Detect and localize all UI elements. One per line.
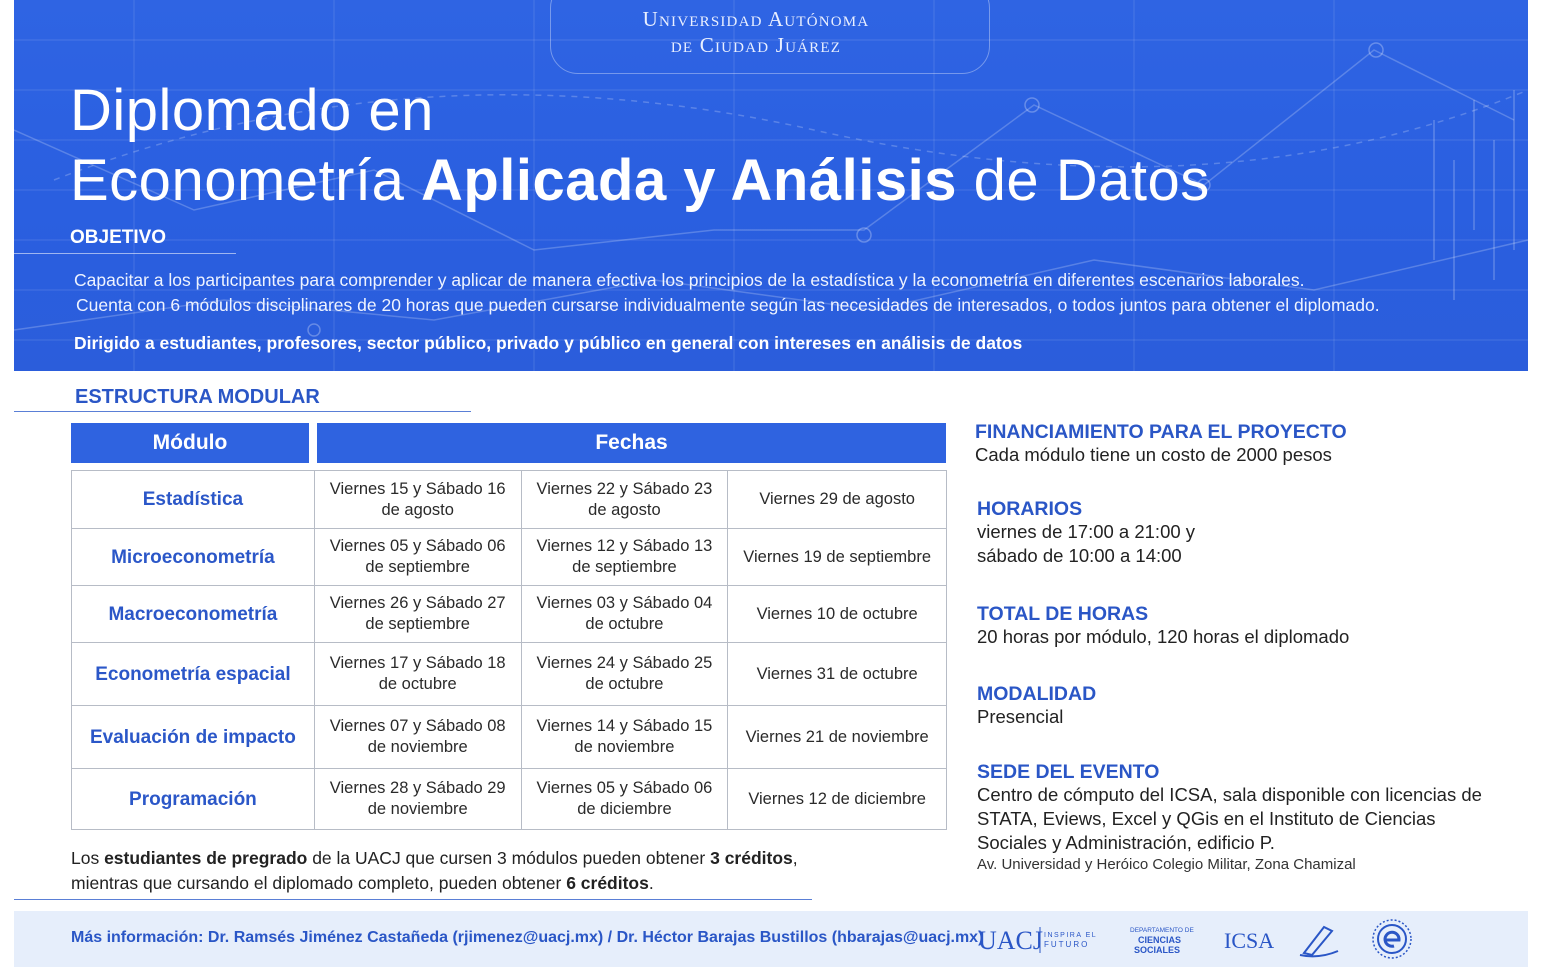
objetivo-text	[74, 268, 1494, 318]
credits-text: Los	[71, 848, 105, 868]
footer	[14, 911, 1528, 967]
date-cell: Viernes 07 y Sábado 08 de noviembre	[314, 706, 521, 769]
sede-line-1: Centro de cómputo del ICSA, sala disponible con licencias de	[977, 784, 1482, 805]
column-header-dates: Fechas	[317, 423, 946, 463]
date-cell: Viernes 14 y Sábado 15 de noviembre	[521, 706, 728, 769]
horarios-line-1: viernes de 17:00 a 21:00 y	[977, 521, 1196, 542]
dept-logo-line-3: SOCIALES	[1134, 945, 1181, 955]
table-row	[72, 706, 947, 769]
horarios-heading: HORARIOS	[977, 498, 1083, 520]
credits-text: .	[648, 873, 654, 893]
module-name: Evaluación de impacto	[72, 706, 315, 769]
module-name: Microeconometría	[72, 529, 315, 586]
title-bold: Aplicada y Análisis	[420, 148, 957, 213]
title-line-1: Diplomado en	[70, 78, 434, 143]
credits-bold: 3 créditos	[710, 848, 793, 868]
e-emblem-icon	[1373, 920, 1411, 958]
financiamiento-text: Cada módulo tiene un costo de 2000 pesos	[975, 444, 1332, 465]
date-cell: Viernes 21 de noviembre	[728, 706, 947, 769]
university-name	[536, 6, 976, 58]
date-cell: Viernes 05 y Sábado 06 de septiembre	[314, 529, 521, 586]
date-cell: Viernes 10 de octubre	[728, 586, 947, 643]
page-title	[70, 76, 1210, 216]
date-cell: Viernes 26 y Sábado 27 de septiembre	[314, 586, 521, 643]
credits-bold: 6 créditos	[566, 873, 649, 893]
credits-divider	[14, 899, 812, 900]
sede-heading: SEDE DEL EVENTO	[977, 761, 1160, 783]
horas-text: 20 horas por módulo, 120 horas el diplomado	[977, 626, 1350, 647]
uacj-tagline-2: FUTURO	[1044, 940, 1090, 949]
credits-bold: estudiantes de pregrado	[104, 848, 308, 868]
horas-heading: TOTAL DE HORAS	[977, 603, 1149, 625]
date-cell: Viernes 12 y Sábado 13 de septiembre	[521, 529, 728, 586]
contact-info: Más información: Dr. Ramsés Jiménez Castañeda (rjimenez@uacj.mx) / Dr. Héctor Barajas Bustillos (hbarajas@uacj.mx)	[71, 929, 984, 946]
title-light-2: de Datos	[956, 148, 1210, 213]
estructura-divider	[14, 411, 471, 412]
title-light-1: Econometría	[70, 148, 421, 213]
title-line-2	[70, 146, 1210, 216]
table-row	[72, 586, 947, 643]
date-cell: Viernes 22 y Sábado 23 de agosto	[521, 471, 728, 529]
dept-logo-line-1: DEPARTAMENTO DE	[1130, 927, 1194, 934]
sede-line-2: STATA, Eviews, Excel y QGis en el Instituto de Ciencias	[977, 808, 1436, 829]
date-cell: Viernes 28 y Sábado 29 de noviembre	[314, 769, 521, 830]
financiamiento-section	[975, 421, 1515, 467]
objetivo-line-1: Capacitar a los participantes para comprender y aplicar de manera efectiva los principios de la estadística y la econometría en diferentes escenarios laborales.	[74, 270, 1305, 290]
date-cell: Viernes 19 de septiembre	[728, 529, 947, 586]
estructura-heading: ESTRUCTURA MODULAR	[75, 386, 320, 408]
institution-logos	[974, 915, 1434, 963]
horarios-section	[977, 498, 1517, 568]
icsa-logo: ICSA	[1224, 928, 1275, 953]
date-cell: Viernes 31 de octubre	[728, 643, 947, 706]
credits-line-1	[71, 846, 851, 871]
date-cell: Viernes 17 y Sábado 18 de octubre	[314, 643, 521, 706]
dept-logo-line-2: CIENCIAS	[1138, 935, 1182, 945]
date-cell: Viernes 12 de diciembre	[728, 769, 947, 830]
table-row	[72, 471, 947, 529]
horas-section	[977, 603, 1517, 649]
date-cell: Viernes 05 y Sábado 06 de diciembre	[521, 769, 728, 830]
objetivo-heading: OBJETIVO	[70, 227, 167, 248]
table-row	[72, 769, 947, 830]
date-cell: Viernes 24 y Sábado 25 de octubre	[521, 643, 728, 706]
modalidad-section	[977, 683, 1517, 729]
objetivo-divider	[0, 253, 236, 254]
sede-section	[977, 761, 1517, 874]
credits-text: mientras que cursando el diplomado completo, pueden obtener	[71, 873, 567, 893]
column-header-module: Módulo	[71, 423, 309, 463]
credits-text: ,	[792, 848, 798, 868]
sede-line-3: Sociales y Administración, edificio P.	[977, 832, 1275, 853]
uacj-logo	[978, 926, 1097, 955]
date-cell: Viernes 03 y Sábado 04 de octubre	[521, 586, 728, 643]
credits-line-2	[71, 871, 851, 896]
credits-text: de la UACJ que cursen 3 módulos pueden obtener	[307, 848, 711, 868]
financiamiento-heading: FINANCIAMIENTO PARA EL PROYECTO	[975, 421, 1347, 443]
modalidad-heading: MODALIDAD	[977, 683, 1097, 705]
horarios-line-2: sábado de 10:00 a 14:00	[977, 545, 1182, 566]
econometria-logo-icon	[1300, 927, 1338, 956]
sede-address: Av. Universidad y Heróico Colegio Militar, Zona Chamizal	[977, 856, 1356, 873]
uacj-tagline-1: INSPIRA EL	[1044, 932, 1098, 939]
university-line-2: de Ciudad Juárez	[670, 33, 842, 57]
module-name: Macroeconometría	[72, 586, 315, 643]
module-name: Econometría espacial	[72, 643, 315, 706]
modalidad-text: Presencial	[977, 706, 1064, 727]
modules-table	[71, 470, 947, 830]
table-row	[72, 529, 947, 586]
uacj-logo-text: UACJ	[978, 926, 1044, 955]
target-audience: Dirigido a estudiantes, profesores, sector público, privado y público en general con intereses en análisis de datos	[74, 333, 1023, 353]
module-name: Programación	[72, 769, 315, 830]
module-name: Estadística	[72, 471, 315, 529]
university-line-1: Universidad Autónoma	[642, 7, 870, 31]
date-cell: Viernes 15 y Sábado 16 de agosto	[314, 471, 521, 529]
objetivo-line-2: Cuenta con 6 módulos disciplinares de 20 horas que pueden cursarse individualmente según las necesidades de interesados, o todos juntos para obtener el diplomado.	[76, 295, 1380, 315]
table-row	[72, 643, 947, 706]
date-cell: Viernes 29 de agosto	[728, 471, 947, 529]
ciencias-sociales-logo	[1130, 927, 1194, 955]
credits-note	[71, 846, 851, 896]
